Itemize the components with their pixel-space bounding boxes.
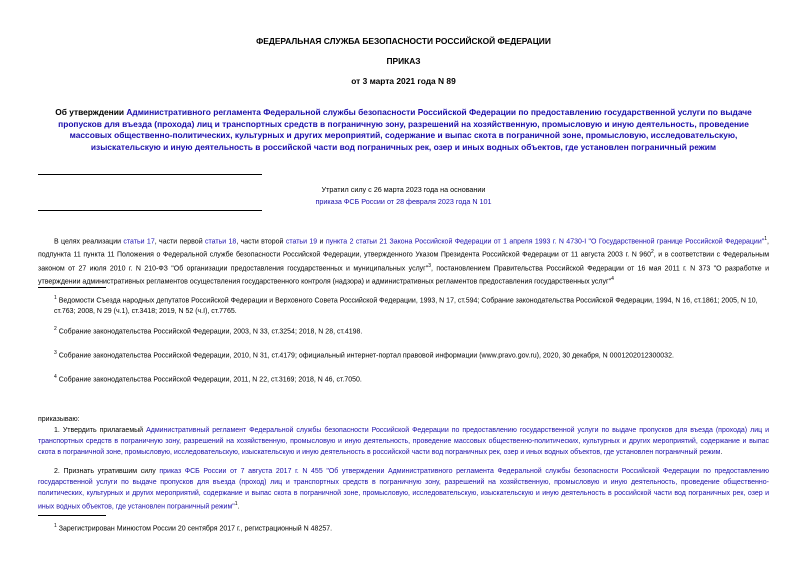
repeal-order-link[interactable]: приказа ФСБ России от 28 февраля 2023 года N 101 bbox=[315, 197, 492, 206]
preamble-text: В целях реализации bbox=[54, 238, 124, 246]
footnote-ref[interactable]: 1 bbox=[234, 501, 238, 507]
footnote-1 bbox=[54, 293, 769, 317]
agency-heading: ФЕДЕРАЛЬНАЯ СЛУЖБА БЕЗОПАСНОСТИ РОССИЙСКОЙ ФЕДЕРАЦИИ bbox=[256, 36, 551, 46]
footnote-number: 1 bbox=[54, 295, 57, 301]
order-word: приказываю: bbox=[38, 416, 80, 423]
repeal-note bbox=[38, 184, 769, 208]
footnote-text: Собрание законодательства Российской Федерации, 2011, N 22, ст.3169; 2018, N 46, ст.7050. bbox=[58, 376, 362, 384]
footnote-divider bbox=[38, 287, 106, 288]
divider-top bbox=[38, 174, 262, 175]
document-title bbox=[38, 107, 769, 153]
repeal-line: Утратил силу с 26 марта 2023 года на основании bbox=[321, 185, 486, 194]
item-text: . bbox=[720, 449, 723, 456]
article-19-link[interactable]: статьи 19 bbox=[285, 238, 318, 246]
order-item-2 bbox=[38, 466, 769, 512]
footnote-text: Ведомости Съезда народных депутатов Российской Федерации и Верховного Совета Российской Федерации, 1993, N 17, ст.594; Собрание законодательства Российской Федерации, 1994, N 16, ст.1861; 2005, N 10, ст.763; 2008, N 29 (ч.1), ст.3418; 2019, N 52 (ч.І), ст.7765. bbox=[54, 297, 758, 316]
item-text: . bbox=[237, 503, 240, 511]
order-item-1 bbox=[38, 425, 769, 458]
footnote-4 bbox=[54, 372, 769, 385]
footnote-text: Собрание законодательства Российской Федерации, 2010, N 31, ст.4179; официальный интернет-портал правовой информации (www.pravo.gov.ru), 2020, 30 декабря, N 0001202012300032. bbox=[58, 352, 674, 360]
footnote-ref[interactable]: 2 bbox=[651, 249, 654, 256]
footnote-number: 3 bbox=[54, 350, 57, 356]
repealed-order-link[interactable]: приказ ФСБ России от 7 августа 2017 г. N 455 "Об утверждении Административного регламента Федеральной службы безопасности Российской Федерации по предоставлению государственной услуги по выдаче пропусков для въезда (проход) лиц и транспортных средств в пограничную зону, разрешений на хозяйственную, промысловую и иную деятельность, проведение общественно-политических, культурных и других мероприятий, содержание и выпас скота в пограничной зоне, промысловую, исследовательскую, изыскательскую и иную деятельность в российской части вод пограничных рек, озер и иных водных объектов, где установлен пограничный режим" bbox=[38, 468, 769, 511]
preamble-text: , подпункта 11 пункта 11 Положения о Федеральной службе безопасности Российской Федерации, утвержденного Указом Президента Российской Федерации от 11 августа 2003 г. N 960 bbox=[38, 238, 769, 259]
footnote-ref[interactable]: 4 bbox=[611, 275, 614, 282]
footnote-number: 1 bbox=[54, 523, 57, 529]
preamble-text: , и в соответствии с Федеральным законом от 27 июля 2010 г. N 210-ФЗ "Об организации предоставления государственных и муниципальных услуг" bbox=[38, 251, 770, 272]
item-text: 1. Утвердить прилагаемый bbox=[54, 427, 147, 434]
footnote-number: 2 bbox=[54, 326, 57, 332]
footnote-divider bbox=[38, 515, 106, 516]
footnote-ref[interactable]: 3 bbox=[428, 262, 431, 269]
border-law-link[interactable]: пункта 2 статьи 21 Закона Российской Федерации от 1 апреля 1993 г. N 4730-I "О Государственной границе Российской Федерации" bbox=[325, 238, 765, 246]
preamble-text: , части второй bbox=[236, 238, 286, 246]
preamble-paragraph bbox=[38, 234, 769, 287]
regulation-link[interactable]: Административный регламент Федеральной службы безопасности Российской Федерации по предоставлению государственной услуги по выдаче пропусков для въезда (прохода) лиц и транспортных средств в пограничную зону, разрешений на хозяйственную, промысловую и иную деятельность, проведение массовых общественно-политических, культурных и других мероприятий, содержание и выпас скота в пограничной зоне, промысловую, исследовательскую, изыскательскую и иную деятельность в российской части вод пограничных рек, озер и иных водных объектов, где установлен пограничный режим bbox=[38, 427, 769, 456]
article-18-link[interactable]: статьи 18 bbox=[205, 238, 237, 246]
divider-bottom bbox=[38, 210, 262, 211]
article-17-link[interactable]: статьи 17 bbox=[123, 238, 155, 246]
footnote-registration bbox=[54, 521, 769, 534]
footnote-ref[interactable]: 1 bbox=[764, 236, 768, 242]
doc-type-heading: ПРИКАЗ bbox=[386, 56, 421, 66]
footnote-number: 4 bbox=[54, 374, 57, 380]
preamble-text: и bbox=[317, 238, 326, 246]
preamble-text: , части первой bbox=[154, 238, 205, 246]
title-prefix: Об утверждении bbox=[55, 107, 125, 117]
footnote-text: Собрание законодательства Российской Федерации, 2003, N 33, ст.3254; 2018, N 28, ст.4198. bbox=[58, 328, 363, 336]
title-regulation-link[interactable]: Административного регламента Федеральной службы безопасности Российской Федерации по предоставлению государственной услуги по выдаче пропусков для въезда (прохода) лиц и транспортных средств в пограничную зону, разрешений на хозяйственную, промысловую и иную деятельность, проведение массовых общественно-политических, культурных и других мероприятий, содержание и выпас скота в пограничной зоне, промысловую, исследовательскую, изыскательскую и иную деятельность в российской части вод пограничных рек, озер и иных водных объектов, где установлен пограничный режим bbox=[58, 107, 752, 152]
item-text: 2. Признать утратившим силу bbox=[54, 468, 160, 475]
date-number-heading: от 3 марта 2021 года N 89 bbox=[351, 76, 456, 86]
footnote-2 bbox=[54, 324, 769, 337]
footnote-3 bbox=[54, 348, 769, 361]
preamble-text: , постановлением Правительства Российской Федерации от 16 мая 2011 г. N 373 "О разработке и утверждении административных регламентов осуществления государственного контроля (надзора) и административных регламентов предоставления государственных услуг" bbox=[38, 264, 769, 286]
footnote-text: Зарегистрирован Минюстом России 20 сентября 2017 г., регистрационный N 48257. bbox=[58, 525, 333, 533]
